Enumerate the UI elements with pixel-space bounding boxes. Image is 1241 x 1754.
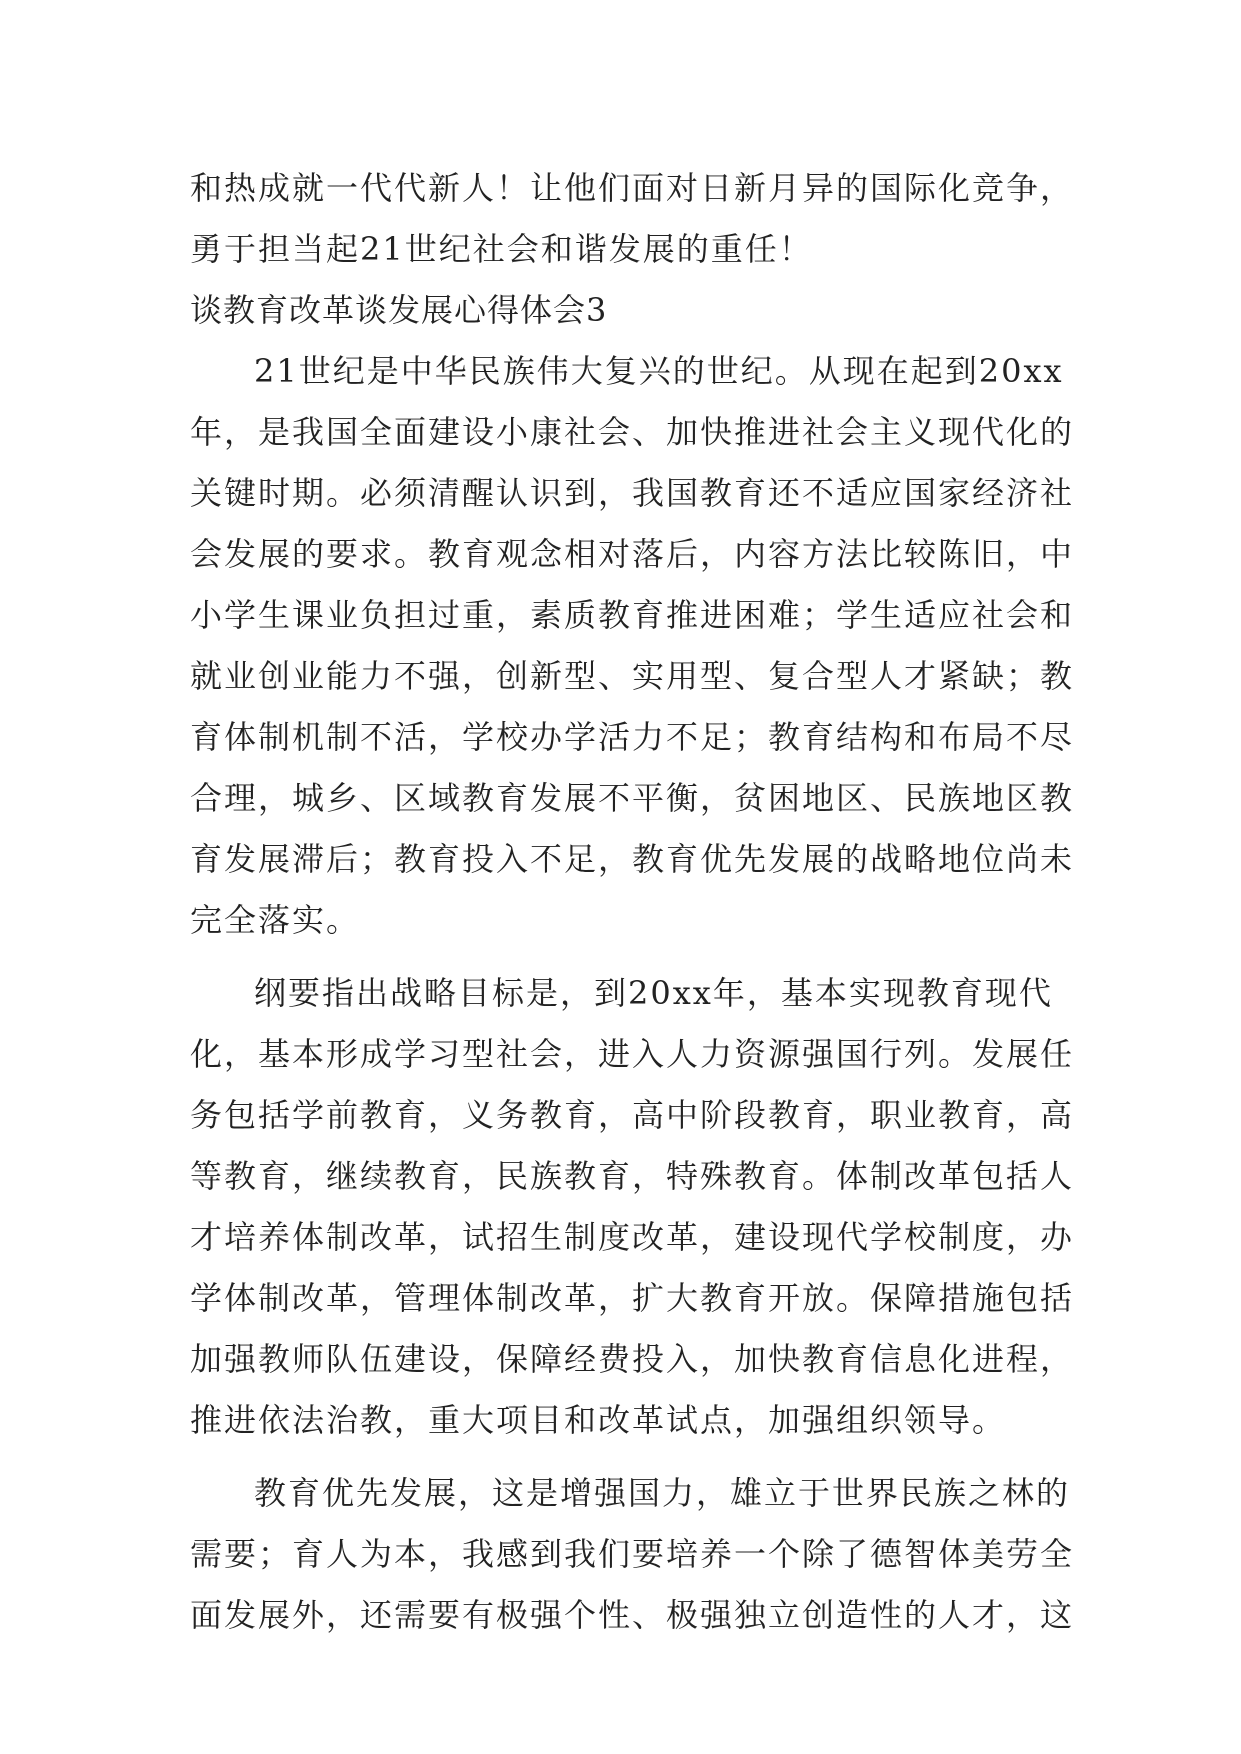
paragraph-1-line: 21世纪是中华民族伟大复兴的世纪。从现在起到20xx xyxy=(254,352,1064,390)
paragraph-1-line: 年，是我国全面建设小康社会、加快推进社会主义现代化的 xyxy=(190,413,1075,451)
section-title: 谈教育改革谈发展心得体会3 xyxy=(190,291,608,329)
paragraph-1-line: 关键时期。必须清醒认识到，我国教育还不适应国家经济社 xyxy=(190,474,1075,512)
paragraph-2-line: 务包括学前教育，义务教育，高中阶段教育，职业教育，高 xyxy=(190,1096,1075,1134)
paragraph-1-line: 就业创业能力不强，创新型、实用型、复合型人才紧缺；教 xyxy=(190,657,1075,695)
paragraph-2-line: 加强教师队伍建设，保障经费投入，加快教育信息化进程， xyxy=(190,1340,1075,1378)
paragraph-3-line: 教育优先发展，这是增强国力，雄立于世界民族之林的 xyxy=(254,1474,1071,1512)
paragraph-3-line: 面发展外，还需要有极强个性、极强独立创造性的人才，这 xyxy=(190,1596,1075,1634)
paragraph-1-line: 小学生课业负担过重，素质教育推进困难；学生适应社会和 xyxy=(190,596,1075,634)
paragraph-2-line: 推进依法治教，重大项目和改革试点，加强组织领导。 xyxy=(190,1401,1007,1439)
paragraph-1-line: 育发展滞后；教育投入不足，教育优先发展的战略地位尚未 xyxy=(190,840,1075,878)
paragraph-1-line: 育体制机制不活，学校办学活力不足；教育结构和布局不尽 xyxy=(190,718,1075,756)
paragraph-2-line: 等教育，继续教育，民族教育，特殊教育。体制改革包括人 xyxy=(190,1157,1075,1195)
document-body xyxy=(190,158,1075,1646)
intro-line: 和热成就一代代新人！让他们面对日新月异的国际化竞争， xyxy=(190,169,1075,207)
paragraph-2-line: 才培养体制改革，试招生制度改革，建设现代学校制度，办 xyxy=(190,1218,1075,1256)
paragraph-1-line: 会发展的要求。教育观念相对落后，内容方法比较陈旧，中 xyxy=(190,535,1075,573)
paragraph-1-line: 完全落实。 xyxy=(190,901,361,939)
paragraph-2-line: 学体制改革，管理体制改革，扩大教育开放。保障措施包括 xyxy=(190,1279,1075,1317)
paragraph-1-line: 合理，城乡、区域教育发展不平衡，贫困地区、民族地区教 xyxy=(190,779,1075,817)
intro-line: 勇于担当起21世纪社会和谐发展的重任！ xyxy=(190,230,813,268)
paragraph-3-line: 需要；育人为本，我感到我们要培养一个除了德智体美劳全 xyxy=(190,1535,1075,1573)
paragraph-2-line: 纲要指出战略目标是，到20xx年，基本实现教育现代 xyxy=(254,974,1053,1012)
paragraph-2-line: 化，基本形成学习型社会，进入人力资源强国行列。发展任 xyxy=(190,1035,1075,1073)
